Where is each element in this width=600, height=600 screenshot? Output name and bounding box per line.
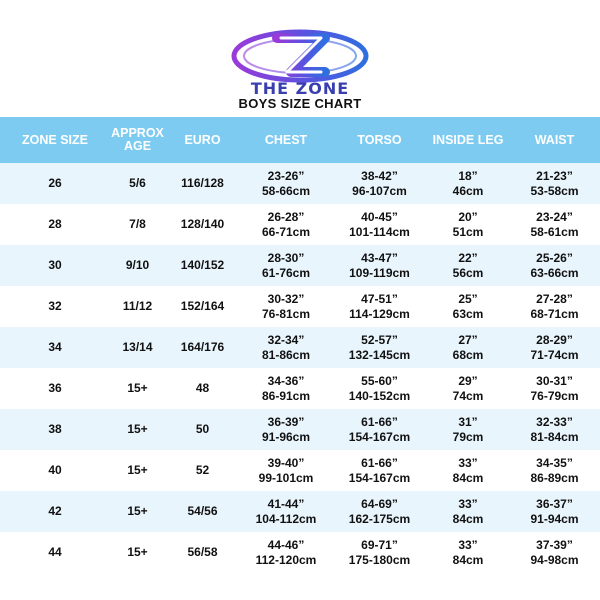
cell-waist	[509, 374, 600, 404]
cell-torso-inches: 61-66”	[361, 455, 398, 470]
cell-torso-inches: 69-71”	[361, 537, 398, 552]
table-row	[0, 491, 600, 532]
cell-inside-leg-cm: 51cm	[452, 224, 484, 239]
cell-torso	[332, 333, 427, 363]
table-header	[0, 117, 600, 163]
cell-chest-cm: 61-76cm	[261, 265, 311, 280]
cell-zone-size: 40	[48, 463, 62, 477]
cell-inside-leg	[427, 169, 509, 199]
cell-waist-inches: 27-28”	[536, 291, 573, 306]
cell-torso	[332, 374, 427, 404]
cell-torso-cm: 101-114cm	[349, 224, 410, 239]
cell-waist-cm: 58-61cm	[530, 224, 579, 239]
cell-inside-leg-cm: 84cm	[452, 552, 484, 567]
cell-torso-cm: 96-107cm	[352, 183, 407, 198]
cell-zone-size: 32	[48, 299, 62, 313]
cell-torso-inches: 55-60”	[361, 373, 398, 388]
table-body	[0, 163, 600, 573]
cell-zone-size: 44	[48, 545, 62, 559]
cell-torso	[332, 169, 427, 199]
cell-chest-inches: 41-44”	[267, 496, 305, 511]
cell-waist-cm: 53-58cm	[530, 183, 579, 198]
header-approx-age: APPROX AGE	[111, 126, 164, 153]
cell-waist-cm: 76-79cm	[530, 388, 579, 403]
cell-chest	[240, 538, 332, 568]
header-inside-leg: INSIDE LEG	[432, 132, 504, 147]
cell-inside-leg-inches: 33”	[458, 496, 478, 511]
cell-torso-inches: 40-45”	[361, 209, 398, 224]
cell-waist	[509, 456, 600, 486]
cell-torso-inches: 64-69”	[361, 496, 398, 511]
cell-chest	[240, 169, 332, 199]
z-circle-logo-icon	[229, 28, 371, 84]
cell-euro: 48	[195, 381, 210, 395]
cell-chest-inches: 23-26”	[267, 168, 305, 183]
cell-zone-size: 28	[48, 217, 62, 231]
table-row	[0, 409, 600, 450]
cell-torso-cm: 109-119cm	[349, 265, 410, 280]
cell-inside-leg-inches: 22”	[458, 250, 478, 265]
cell-chest-cm: 81-86cm	[261, 347, 311, 362]
cell-chest-inches: 26-28”	[267, 209, 305, 224]
cell-torso-inches: 52-57”	[361, 332, 398, 347]
cell-euro: 128/140	[180, 217, 225, 231]
cell-torso	[332, 538, 427, 568]
table-row	[0, 532, 600, 573]
cell-inside-leg-cm: 79cm	[452, 429, 484, 444]
cell-approx-age: 11/12	[122, 299, 153, 313]
cell-waist-inches: 34-35”	[536, 455, 573, 470]
cell-waist	[509, 210, 600, 240]
cell-inside-leg-cm: 56cm	[452, 265, 484, 280]
cell-approx-age: 15+	[127, 381, 148, 395]
cell-torso	[332, 415, 427, 445]
cell-inside-leg-cm: 84cm	[452, 470, 484, 485]
cell-inside-leg-inches: 29”	[458, 373, 478, 388]
cell-waist	[509, 497, 600, 527]
cell-approx-age: 15+	[127, 504, 148, 518]
table-row	[0, 450, 600, 491]
cell-inside-leg-cm: 74cm	[452, 388, 484, 403]
cell-waist	[509, 415, 600, 445]
cell-chest-cm: 58-66cm	[261, 183, 311, 198]
cell-waist-cm: 91-94cm	[530, 511, 579, 526]
cell-inside-leg-inches: 25”	[458, 291, 478, 306]
cell-waist-inches: 23-24”	[536, 209, 573, 224]
size-chart-table	[0, 117, 600, 573]
cell-torso-inches: 47-51”	[361, 291, 398, 306]
cell-torso	[332, 292, 427, 322]
cell-chest	[240, 374, 332, 404]
cell-inside-leg-cm: 46cm	[452, 183, 484, 198]
cell-euro: 152/164	[180, 299, 225, 313]
cell-waist-cm: 86-89cm	[530, 470, 579, 485]
cell-chest	[240, 456, 332, 486]
cell-euro: 52	[195, 463, 210, 477]
header-waist: WAIST	[534, 132, 575, 147]
header-torso: TORSO	[357, 132, 402, 147]
cell-inside-leg	[427, 497, 509, 527]
cell-waist-cm: 94-98cm	[530, 552, 579, 567]
cell-waist	[509, 251, 600, 281]
cell-inside-leg	[427, 374, 509, 404]
cell-chest	[240, 415, 332, 445]
cell-inside-leg-cm: 63cm	[452, 306, 484, 321]
cell-euro: 164/176	[180, 340, 225, 354]
cell-waist-cm: 63-66cm	[530, 265, 579, 280]
cell-approx-age: 5/6	[129, 176, 146, 190]
table-row	[0, 245, 600, 286]
cell-torso	[332, 497, 427, 527]
table-row	[0, 204, 600, 245]
cell-euro: 54/56	[187, 504, 218, 518]
cell-torso-cm: 114-129cm	[349, 306, 410, 321]
cell-torso-inches: 43-47”	[361, 250, 398, 265]
header-chest: CHEST	[264, 132, 308, 147]
cell-chest-cm: 86-91cm	[261, 388, 311, 403]
cell-approx-age: 7/8	[129, 217, 146, 231]
cell-inside-leg-inches: 18”	[458, 168, 478, 183]
cell-torso-inches: 61-66”	[361, 414, 398, 429]
cell-waist-inches: 28-29”	[536, 332, 573, 347]
cell-inside-leg	[427, 415, 509, 445]
cell-waist	[509, 333, 600, 363]
cell-waist	[509, 169, 600, 199]
cell-zone-size: 36	[48, 381, 62, 395]
cell-zone-size: 34	[48, 340, 62, 354]
cell-inside-leg-inches: 33”	[458, 455, 478, 470]
cell-inside-leg-cm: 84cm	[452, 511, 484, 526]
header-zone-size: ZONE SIZE	[22, 132, 88, 147]
cell-torso-cm: 140-152cm	[348, 388, 411, 403]
cell-inside-leg	[427, 538, 509, 568]
cell-chest-cm: 91-96cm	[261, 429, 311, 444]
cell-chest	[240, 333, 332, 363]
cell-inside-leg-inches: 27”	[458, 332, 478, 347]
cell-approx-age: 15+	[127, 422, 148, 436]
cell-chest-cm: 99-101cm	[258, 470, 314, 485]
cell-waist-cm: 71-74cm	[530, 347, 579, 362]
cell-euro: 140/152	[180, 258, 225, 272]
cell-chest	[240, 210, 332, 240]
page-title: BOYS SIZE CHART	[238, 96, 362, 111]
cell-euro: 50	[195, 422, 210, 436]
table-row	[0, 163, 600, 204]
cell-waist	[509, 292, 600, 322]
cell-chest-inches: 32-34”	[267, 332, 305, 347]
cell-approx-age: 9/10	[125, 258, 150, 272]
cell-inside-leg	[427, 456, 509, 486]
cell-waist-inches: 36-37”	[536, 496, 573, 511]
cell-chest-inches: 36-39”	[267, 414, 305, 429]
cell-torso-cm: 132-145cm	[348, 347, 411, 362]
cell-waist-inches: 32-33”	[536, 414, 573, 429]
cell-zone-size: 42	[48, 504, 62, 518]
header-euro: EURO	[184, 132, 221, 147]
cell-chest	[240, 251, 332, 281]
cell-torso-cm: 175-180cm	[348, 552, 411, 567]
cell-chest-cm: 104-112cm	[255, 511, 317, 526]
cell-torso-inches: 38-42”	[361, 168, 398, 183]
cell-torso-cm: 162-175cm	[348, 511, 411, 526]
cell-chest-inches: 34-36”	[267, 373, 305, 388]
table-row	[0, 327, 600, 368]
cell-chest-cm: 76-81cm	[261, 306, 311, 321]
cell-waist	[509, 538, 600, 568]
cell-inside-leg-cm: 68cm	[452, 347, 484, 362]
cell-chest-cm: 66-71cm	[261, 224, 311, 239]
cell-torso	[332, 456, 427, 486]
cell-torso	[332, 210, 427, 240]
cell-torso-cm: 154-167cm	[348, 429, 411, 444]
cell-waist-inches: 21-23”	[536, 168, 573, 183]
cell-zone-size: 38	[48, 422, 62, 436]
cell-approx-age: 15+	[127, 545, 148, 559]
cell-inside-leg	[427, 333, 509, 363]
cell-euro: 116/128	[181, 176, 224, 190]
cell-waist-inches: 37-39”	[536, 537, 573, 552]
cell-zone-size: 30	[48, 258, 62, 272]
cell-chest-inches: 44-46”	[267, 537, 305, 552]
cell-torso-cm: 154-167cm	[348, 470, 411, 485]
cell-inside-leg-inches: 31”	[458, 414, 478, 429]
cell-chest-inches: 39-40”	[267, 455, 305, 470]
cell-inside-leg-inches: 33”	[458, 537, 478, 552]
table-row	[0, 368, 600, 409]
cell-waist-inches: 25-26”	[536, 250, 573, 265]
cell-waist-cm: 81-84cm	[530, 429, 579, 444]
cell-waist-inches: 30-31”	[536, 373, 573, 388]
cell-waist-cm: 68-71cm	[530, 306, 579, 321]
table-row	[0, 286, 600, 327]
cell-approx-age: 15+	[127, 463, 148, 477]
cell-chest-inches: 28-30”	[267, 250, 305, 265]
cell-inside-leg	[427, 210, 509, 240]
cell-torso	[332, 251, 427, 281]
cell-inside-leg	[427, 251, 509, 281]
brand-name: THE ZONE	[250, 79, 350, 98]
cell-inside-leg	[427, 292, 509, 322]
cell-inside-leg-inches: 20”	[458, 209, 478, 224]
cell-chest	[240, 292, 332, 322]
cell-chest-inches: 30-32”	[267, 291, 305, 306]
cell-euro: 56/58	[187, 545, 218, 559]
cell-chest	[240, 497, 332, 527]
cell-approx-age: 13/14	[122, 340, 153, 354]
cell-chest-cm: 112-120cm	[255, 552, 317, 567]
cell-zone-size: 26	[48, 176, 62, 190]
